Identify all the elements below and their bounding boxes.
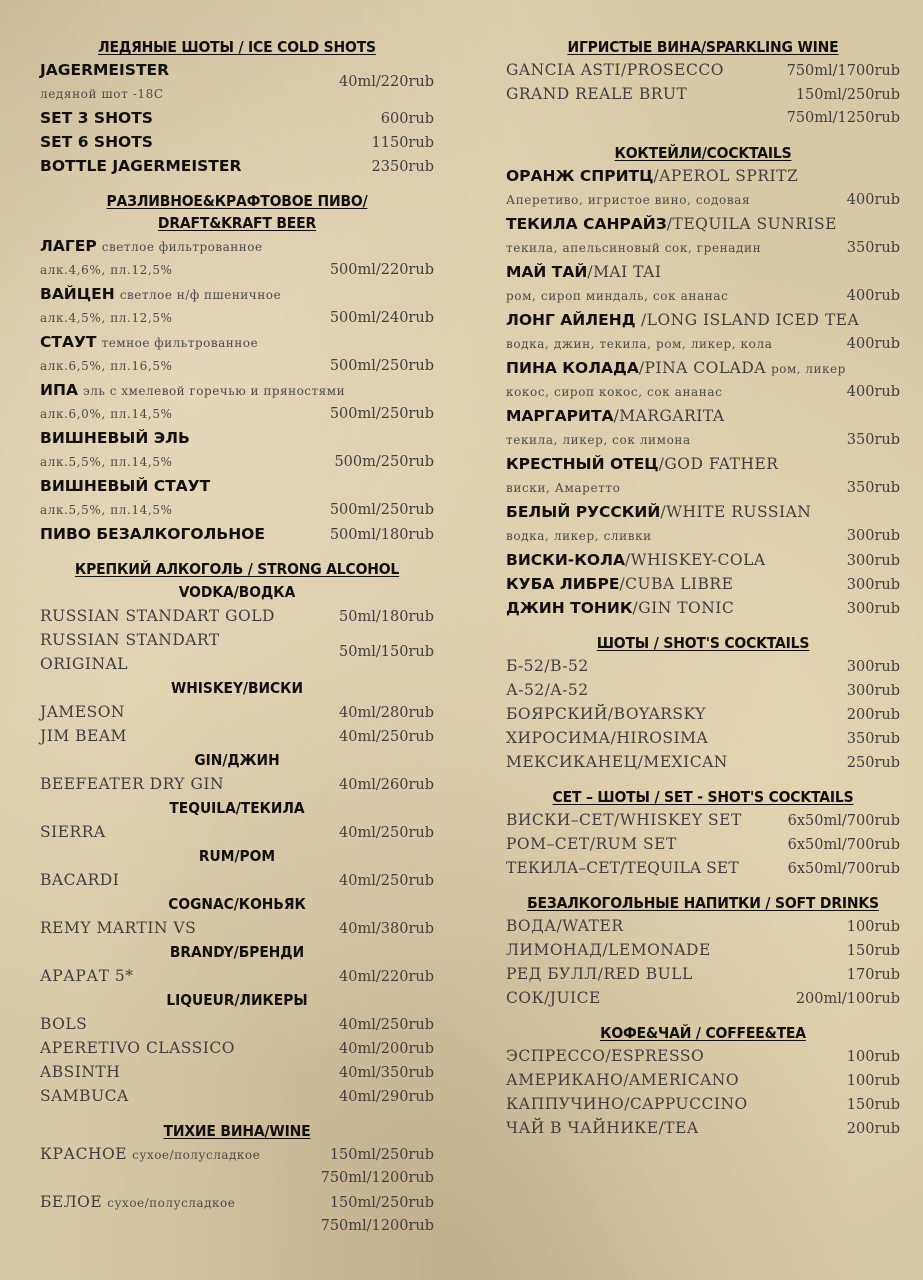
- cocktail-item: [506, 596, 900, 620]
- item-type: темное фильтрованное: [101, 336, 259, 350]
- menu-item: [40, 724, 434, 748]
- item-name: RUSSIAN STANDART: [40, 631, 220, 649]
- cocktail-item: [506, 164, 900, 212]
- item-price: 300rub: [846, 601, 900, 617]
- menu-item: [40, 154, 434, 178]
- section-title-2: DRAFT&KRAFT BEER: [157, 214, 317, 232]
- item-name: BEEFEATER DRY GIN: [40, 775, 225, 793]
- item-description: Аперетиво, игристое вино, содовая: [506, 193, 751, 207]
- item-price: 500ml/250rub: [329, 502, 434, 518]
- item-name-en: /MAI TAI: [587, 263, 662, 281]
- item-name: SET 6 SHOTS: [40, 133, 153, 151]
- item-name: ПИНА КОЛАДА: [506, 359, 639, 377]
- item-price: 40ml/250rub: [339, 873, 434, 889]
- menu-item: [40, 1036, 434, 1060]
- menu-item-bottle: [506, 106, 900, 130]
- item-name: А-52/A-52: [506, 681, 589, 699]
- menu-item: [40, 1012, 434, 1036]
- shots-section: [506, 632, 900, 774]
- item-description: текила, апельсиновый сок, гренадин: [506, 241, 762, 255]
- item-name-en: /GOD FATHER: [658, 455, 779, 473]
- item-name: ЛОНГ АЙЛЕНД: [506, 311, 636, 329]
- item-price: 600rub: [380, 111, 434, 127]
- menu-item: [506, 678, 900, 702]
- item-price: 40ml/200rub: [339, 1041, 434, 1057]
- item-price: 40ml/380rub: [339, 921, 434, 937]
- item-description: ром, ликер: [771, 362, 846, 376]
- menu-item: [506, 938, 900, 962]
- item-price: 350rub: [846, 240, 900, 256]
- section-title: КРЕПКИЙ АЛКОГОЛЬ / STRONG ALCOHOL: [74, 560, 400, 578]
- item-price: 350rub: [846, 731, 900, 747]
- item-name: BOLS: [40, 1015, 88, 1033]
- menu-item: [506, 58, 900, 82]
- item-name: КРАСНОЕ: [40, 1145, 128, 1163]
- item-name: СТАУТ: [40, 333, 97, 351]
- item-description: кокос, сироп кокос, сок ананас: [506, 385, 723, 399]
- menu-item: [506, 832, 900, 856]
- item-price: 500ml/240rub: [329, 310, 434, 326]
- wine-section: [40, 1120, 434, 1238]
- item-name-en: /MARGARITA: [613, 407, 725, 425]
- item-price: 300rub: [846, 683, 900, 699]
- item-description: сухое/полусладкое: [132, 1148, 261, 1162]
- item-description: алк.5,5%, пл.14,5%: [40, 503, 173, 517]
- item-price: 150ml/250rub: [795, 87, 900, 103]
- item-price: 150rub: [846, 943, 900, 959]
- item-name: BACARDI: [40, 871, 120, 889]
- item-description: текила, ликер, сок лимона: [506, 433, 691, 447]
- item-description: ром, сироп миндаль, сок ананас: [506, 289, 729, 303]
- item-description: водка, джин, текила, ром, ликер, кола: [506, 337, 773, 351]
- item-name: МЕКСИКАНЕЦ/MEXICAN: [506, 753, 728, 771]
- item-price: 300rub: [846, 659, 900, 675]
- menu-item: [506, 750, 900, 774]
- section-title: КОФЕ&ЧАЙ / COFFEE&TEA: [600, 1024, 806, 1042]
- item-description: алк.6,5%, пл.16,5%: [40, 359, 173, 373]
- menu-item: [40, 130, 434, 154]
- menu-item: [40, 604, 434, 628]
- beer-item: [40, 474, 434, 522]
- item-description: сухое/полусладкое: [107, 1196, 236, 1210]
- ice-shots-section: [40, 36, 434, 178]
- menu-item: [40, 1060, 434, 1084]
- item-name: СОК/JUICE: [506, 989, 601, 1007]
- item-price: 40ml/250rub: [339, 729, 434, 745]
- item-name: JAMESON: [40, 703, 125, 721]
- item-name: ЛАГЕР: [40, 237, 97, 255]
- menu-item: [506, 1116, 900, 1140]
- item-price: 500ml/220rub: [329, 262, 434, 278]
- item-name: БЕЛЫЙ РУССКИЙ: [506, 503, 661, 521]
- cocktail-item: [506, 548, 900, 572]
- item-price: 200rub: [846, 1121, 900, 1137]
- item-price: 200ml/100rub: [795, 991, 900, 1007]
- menu-item: [40, 916, 434, 940]
- menu-item: [506, 82, 900, 106]
- strong-alcohol-section: [40, 558, 434, 1108]
- coffee-tea-section: [506, 1022, 900, 1140]
- beer-item: [40, 426, 434, 474]
- item-price: 400rub: [846, 336, 900, 352]
- item-name: МАРГАРИТА: [506, 407, 614, 425]
- item-name: ВИСКИ-КОЛА: [506, 551, 625, 569]
- item-name: АМЕРИКАНО/AMERICANO: [506, 1071, 740, 1089]
- item-price: 40ml/250rub: [339, 825, 434, 841]
- item-name: JAGERMEISTER: [40, 61, 170, 79]
- subsection-title: TEQUILA/ТЕКИЛА: [169, 799, 305, 817]
- item-name: БЕЛОЕ: [40, 1193, 103, 1211]
- item-name: ABSINTH: [40, 1063, 121, 1081]
- item-type: светлое н/ф пшеничное: [119, 288, 282, 302]
- item-price: 300rub: [846, 528, 900, 544]
- item-price: 150ml/250rub: [329, 1147, 434, 1163]
- item-price: 300rub: [846, 553, 900, 569]
- item-name: ВИШНЕВЫЙ СТАУТ: [40, 477, 211, 495]
- item-price: 170rub: [846, 967, 900, 983]
- item-description: алк.4,6%, пл.12,5%: [40, 263, 173, 277]
- item-price: 100rub: [846, 1073, 900, 1089]
- item-name: ТЕКИЛА САНРАЙЗ: [506, 215, 667, 233]
- beer-item: [40, 330, 434, 378]
- cocktail-item: [506, 404, 900, 452]
- item-name: SAMBUCA: [40, 1087, 129, 1105]
- item-name: КУБА ЛИБРЕ: [506, 575, 620, 593]
- beer-item-nonalcoholic: [40, 522, 434, 546]
- cocktails-section: [506, 142, 900, 620]
- item-name: ВАЙЦЕН: [40, 285, 115, 303]
- item-name-en: /WHISKEY-COLA: [624, 551, 766, 569]
- item-name: АРАРАТ 5*: [40, 967, 134, 985]
- cocktail-item: [506, 308, 900, 356]
- item-description: ледяной шот -18C: [40, 87, 164, 101]
- item-name: RUSSIAN STANDART GOLD: [40, 607, 275, 625]
- item-name: SET 3 SHOTS: [40, 109, 153, 127]
- cocktail-item: [506, 356, 900, 404]
- item-description: алк.5,5%, пл.14,5%: [40, 455, 173, 469]
- item-name: BOTTLE JAGERMEISTER: [40, 157, 242, 175]
- soft-drinks-section: [506, 892, 900, 1010]
- item-price: 100rub: [846, 919, 900, 935]
- item-price: 750ml/1200rub: [320, 1170, 434, 1186]
- item-name-en: /WHITE RUSSIAN: [660, 503, 812, 521]
- menu-item-jagermeister: [40, 58, 434, 106]
- section-title: ШОТЫ / SHOT'S COCKTAILS: [596, 634, 810, 652]
- subsection-title: LIQUEUR/ЛИКЕРЫ: [166, 991, 308, 1009]
- item-name: GANCIA ASTI/PROSECCO: [506, 61, 724, 79]
- left-column: [40, 36, 434, 1250]
- item-price: 40ml/250rub: [339, 1017, 434, 1033]
- item-name: SIERRA: [40, 823, 106, 841]
- section-title: ИГРИСТЫЕ ВИНА/SPARKLING WINE: [567, 38, 839, 56]
- cocktail-item: [506, 452, 900, 500]
- section-title: ЛЕДЯНЫЕ ШОТЫ / ICE COLD SHOTS: [98, 38, 376, 56]
- cocktail-item: [506, 212, 900, 260]
- item-name: КАППУЧИНО/CAPPUCCINO: [506, 1095, 748, 1113]
- menu-item: [506, 1068, 900, 1092]
- menu-item: [40, 772, 434, 796]
- item-price: 500ml/250rub: [329, 358, 434, 374]
- item-name-en: /LONG ISLAND ICED TEA: [635, 311, 860, 329]
- item-price: 150ml/250rub: [329, 1195, 434, 1211]
- menu-item: [506, 654, 900, 678]
- item-price: 40ml/290rub: [339, 1089, 434, 1105]
- menu-item: [506, 726, 900, 750]
- section-title: СЕТ – ШОТЫ / SET - SHOT'S COCKTAILS: [552, 788, 854, 806]
- item-price: 350rub: [846, 432, 900, 448]
- item-price: 50ml/180rub: [339, 609, 434, 625]
- item-name: Б-52/B-52: [506, 657, 589, 675]
- menu-item: [40, 700, 434, 724]
- item-price: 400rub: [846, 288, 900, 304]
- menu-item: [40, 106, 434, 130]
- item-price: 40ml/220rub: [339, 969, 434, 985]
- item-name: ПИВО БЕЗАЛКОГОЛЬНОЕ: [40, 525, 265, 543]
- menu-item: [506, 962, 900, 986]
- item-price: 100rub: [846, 1049, 900, 1065]
- item-name: ВИСКИ–СЕТ/WHISKEY SET: [506, 811, 742, 829]
- menu-item: [40, 628, 434, 676]
- right-column: [506, 36, 900, 1152]
- menu-item: [506, 914, 900, 938]
- item-name: ИПА: [40, 381, 78, 399]
- section-title: БЕЗАЛКОГОЛЬНЫЕ НАПИТКИ / SOFT DRINKS: [527, 894, 879, 912]
- item-price: 250rub: [846, 755, 900, 771]
- section-title: РАЗЛИВНОЕ&КРАФТОВОЕ ПИВО/: [106, 192, 368, 210]
- item-price: 40ml/260rub: [339, 777, 434, 793]
- item-price: 40ml/350rub: [339, 1065, 434, 1081]
- item-price: 500ml/250rub: [329, 406, 434, 422]
- item-name: ТЕКИЛА–СЕТ/TEQUILA SET: [506, 859, 739, 877]
- sparkling-section: [506, 36, 900, 130]
- cocktail-item: [506, 260, 900, 308]
- item-name: РЕД БУЛЛ/RED BULL: [506, 965, 693, 983]
- item-type: светлое фильтрованное: [101, 240, 263, 254]
- beer-item: [40, 282, 434, 330]
- item-price: 2350rub: [371, 159, 434, 175]
- item-description: виски, Амаретто: [506, 481, 621, 495]
- item-price: 6x50ml/700rub: [787, 837, 900, 853]
- beer-item: [40, 234, 434, 282]
- item-type: эль с хмелевой горечью и пряностями: [83, 384, 346, 398]
- item-name: ВОДА/WATER: [506, 917, 624, 935]
- shot-sets-section: [506, 786, 900, 880]
- menu-item: [506, 856, 900, 880]
- item-name: ДЖИН ТОНИК: [506, 599, 633, 617]
- item-price: 1150rub: [371, 135, 434, 151]
- section-title: КОКТЕЙЛИ/COCKTAILS: [614, 144, 792, 162]
- item-name: ЛИМОНАД/LEMONADE: [506, 941, 711, 959]
- subsection-title: BRANDY/БРЕНДИ: [169, 943, 305, 961]
- item-price: 750ml/1200rub: [320, 1218, 434, 1234]
- item-price: 400rub: [846, 192, 900, 208]
- menu-item-red-wine: [40, 1142, 434, 1166]
- menu-item: [506, 986, 900, 1010]
- menu-item-white-wine: [40, 1190, 434, 1214]
- item-name: JIM BEAM: [40, 727, 127, 745]
- menu-item: [506, 1092, 900, 1116]
- item-name: ХИРОСИМА/HIROSIMA: [506, 729, 709, 747]
- item-name-en: /APEROL SPRITZ: [653, 167, 799, 185]
- item-price: 50ml/150rub: [339, 644, 434, 660]
- menu-item-white-wine-bottle: [40, 1214, 434, 1238]
- menu-item-red-wine-bottle: [40, 1166, 434, 1190]
- item-name: ЭСПРЕССО/ESPRESSO: [506, 1047, 705, 1065]
- item-name-en: /CUBA LIBRE: [619, 575, 734, 593]
- item-name: БОЯРСКИЙ/BOYARSKY: [506, 705, 706, 723]
- menu-item: [40, 820, 434, 844]
- item-price: 6x50ml/700rub: [787, 861, 900, 877]
- subsection-title: WHISKEY/ВИСКИ: [170, 679, 304, 697]
- section-title: ТИХИЕ ВИНА/WINE: [163, 1122, 311, 1140]
- menu-item: [40, 1084, 434, 1108]
- item-description: алк.6,0%, пл.14,5%: [40, 407, 173, 421]
- item-price: 400rub: [846, 384, 900, 400]
- menu-item: [40, 964, 434, 988]
- item-price: 200rub: [846, 707, 900, 723]
- item-name: GRAND REALE BRUT: [506, 85, 688, 103]
- cocktail-item: [506, 500, 900, 548]
- subsection-title: RUM/РОМ: [198, 847, 276, 865]
- item-name: ВИШНЕВЫЙ ЭЛЬ: [40, 429, 190, 447]
- item-price: 40ml/280rub: [339, 705, 434, 721]
- item-price: 6x50ml/700rub: [787, 813, 900, 829]
- beer-section: [40, 190, 434, 546]
- item-name-en: /TEQUILA SUNRISE: [666, 215, 837, 233]
- item-description: алк.4,5%, пл.12,5%: [40, 311, 173, 325]
- menu-item: [506, 808, 900, 832]
- item-name-en: /GIN TONIC: [632, 599, 735, 617]
- subsection-title: GIN/ДЖИН: [194, 751, 280, 769]
- item-name: РОМ–СЕТ/RUM SET: [506, 835, 677, 853]
- item-price: 300rub: [846, 577, 900, 593]
- menu-item: [506, 1044, 900, 1068]
- subsection-title: VODKA/ВОДКА: [178, 583, 296, 601]
- item-price: 500m/250rub: [334, 454, 434, 470]
- item-price: 350rub: [846, 480, 900, 496]
- menu-item: [506, 702, 900, 726]
- menu-item: [40, 868, 434, 892]
- beer-item: [40, 378, 434, 426]
- item-name: REMY MARTIN VS: [40, 919, 197, 937]
- subsection-title: COGNAC/КОНЬЯК: [168, 895, 306, 913]
- item-price: 750ml/1250rub: [786, 110, 900, 126]
- cocktail-item: [506, 572, 900, 596]
- item-description: водка, ликер, сливки: [506, 529, 652, 543]
- item-name: ЧАЙ В ЧАЙНИКЕ/TEA: [506, 1119, 699, 1137]
- item-name-cont: ORIGINAL: [40, 655, 129, 673]
- item-name: КРЕСТНЫЙ ОТЕЦ: [506, 455, 659, 473]
- item-name: МАЙ ТАЙ: [506, 263, 588, 281]
- item-price: 500ml/180rub: [329, 527, 434, 543]
- item-name: APERETIVO CLASSICO: [40, 1039, 235, 1057]
- item-name: ОРАНЖ СПРИТЦ: [506, 167, 654, 185]
- item-price: 150rub: [846, 1097, 900, 1113]
- item-price: 750ml/1700rub: [786, 63, 900, 79]
- item-name-en: /PINA COLADA: [638, 359, 766, 377]
- item-price: 40ml/220rub: [339, 74, 434, 90]
